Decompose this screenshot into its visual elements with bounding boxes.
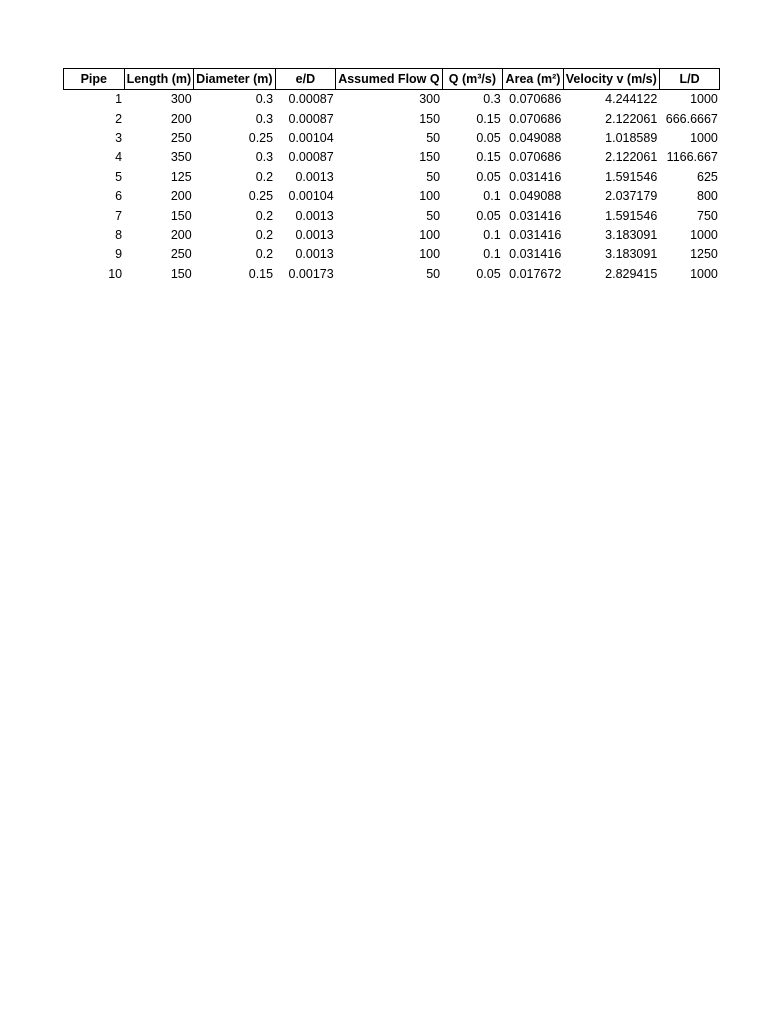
cell-assumed-flow[interactable]: 50 [426, 208, 441, 223]
cell-pipe[interactable]: 4 [115, 150, 123, 165]
cell-diameter[interactable]: 0.3 [255, 150, 274, 165]
cell-velocity[interactable]: 2.122061 [605, 111, 658, 126]
table-body [64, 90, 720, 284]
cell-length[interactable]: 200 [170, 111, 192, 126]
cell-relative-roughness[interactable]: 0.00104 [288, 130, 334, 145]
cell-flow-rate[interactable]: 0.15 [476, 111, 501, 126]
cell-length[interactable]: 300 [170, 92, 192, 107]
header-area[interactable]: Area (m²) [503, 69, 564, 90]
table-row [64, 168, 720, 187]
cell-length[interactable]: 150 [170, 208, 192, 223]
cell-velocity[interactable]: 2.037179 [605, 189, 658, 204]
cell-length-diameter-ratio[interactable]: 625 [697, 169, 718, 184]
cell-flow-rate[interactable]: 0.3 [483, 92, 501, 107]
cell-pipe[interactable]: 1 [115, 92, 123, 107]
cell-diameter[interactable]: 0.2 [255, 227, 274, 242]
cell-length[interactable]: 125 [170, 169, 192, 184]
table-row [64, 206, 720, 225]
cell-relative-roughness[interactable]: 0.00173 [288, 266, 334, 281]
cell-length-diameter-ratio[interactable]: 750 [697, 208, 718, 223]
cell-assumed-flow[interactable]: 100 [419, 227, 441, 242]
header-relative-roughness[interactable]: e/D [275, 69, 336, 90]
cell-assumed-flow[interactable]: 50 [426, 169, 441, 184]
cell-length[interactable]: 200 [170, 227, 192, 242]
cell-flow-rate[interactable]: 0.05 [476, 266, 501, 281]
cell-area[interactable]: 0.017672 [509, 266, 562, 281]
header-flow-rate[interactable]: Q (m³/s) [442, 69, 503, 90]
cell-length-diameter-ratio[interactable]: 800 [697, 189, 718, 204]
cell-pipe[interactable]: 7 [115, 208, 123, 223]
cell-length-diameter-ratio[interactable]: 666.6667 [665, 111, 718, 126]
cell-assumed-flow[interactable]: 50 [426, 266, 441, 281]
cell-assumed-flow[interactable]: 50 [426, 130, 441, 145]
cell-diameter[interactable]: 0.2 [255, 169, 274, 184]
header-length[interactable]: Length (m) [124, 69, 194, 90]
cell-flow-rate[interactable]: 0.1 [483, 189, 501, 204]
cell-pipe[interactable]: 10 [108, 266, 123, 281]
cell-relative-roughness[interactable]: 0.00087 [288, 111, 334, 126]
cell-velocity[interactable]: 3.183091 [605, 247, 658, 262]
cell-diameter[interactable]: 0.25 [248, 130, 274, 145]
cell-area[interactable]: 0.049088 [509, 130, 562, 145]
cell-flow-rate[interactable]: 0.1 [483, 247, 501, 262]
cell-relative-roughness[interactable]: 0.00087 [288, 92, 334, 107]
cell-velocity[interactable]: 1.591546 [605, 208, 658, 223]
cell-relative-roughness[interactable]: 0.0013 [295, 247, 334, 262]
cell-velocity[interactable]: 3.183091 [605, 227, 658, 242]
header-pipe[interactable]: Pipe [64, 69, 125, 90]
cell-length[interactable]: 200 [170, 189, 192, 204]
cell-length-diameter-ratio[interactable]: 1166.667 [666, 150, 718, 165]
cell-velocity[interactable]: 1.591546 [605, 169, 658, 184]
table-row [64, 109, 720, 128]
cell-length[interactable]: 250 [170, 247, 192, 262]
header-length-diameter-ratio[interactable]: L/D [659, 69, 720, 90]
cell-diameter[interactable]: 0.25 [248, 189, 274, 204]
cell-pipe[interactable]: 3 [115, 130, 123, 145]
cell-diameter[interactable]: 0.2 [255, 247, 274, 262]
cell-diameter[interactable]: 0.3 [255, 111, 274, 126]
cell-flow-rate[interactable]: 0.05 [476, 169, 501, 184]
table-row [64, 245, 720, 264]
table-row [64, 226, 720, 245]
cell-diameter[interactable]: 0.3 [255, 92, 274, 107]
cell-diameter[interactable]: 0.2 [255, 208, 274, 223]
cell-flow-rate[interactable]: 0.05 [476, 130, 501, 145]
cell-relative-roughness[interactable]: 0.0013 [295, 169, 334, 184]
cell-length[interactable]: 350 [170, 150, 192, 165]
cell-area[interactable]: 0.031416 [509, 247, 562, 262]
cell-velocity[interactable]: 2.829415 [605, 266, 658, 281]
cell-area[interactable]: 0.031416 [509, 227, 562, 242]
cell-area[interactable]: 0.070686 [509, 111, 562, 126]
cell-velocity[interactable]: 2.122061 [605, 150, 658, 165]
cell-diameter[interactable]: 0.15 [248, 266, 274, 281]
cell-area[interactable]: 0.031416 [509, 169, 562, 184]
cell-assumed-flow[interactable]: 300 [419, 92, 441, 107]
cell-length-diameter-ratio[interactable]: 1000 [690, 266, 718, 281]
cell-area[interactable]: 0.070686 [509, 150, 562, 165]
cell-length-diameter-ratio[interactable]: 1000 [690, 130, 718, 145]
header-velocity[interactable]: Velocity v (m/s) [563, 69, 659, 90]
cell-relative-roughness[interactable]: 0.0013 [295, 227, 334, 242]
cell-pipe[interactable]: 2 [115, 111, 123, 126]
cell-length-diameter-ratio[interactable]: 1250 [690, 247, 718, 262]
table-row [64, 265, 720, 284]
cell-assumed-flow[interactable]: 100 [419, 189, 441, 204]
header-assumed-flow[interactable]: Assumed Flow Q [336, 69, 442, 90]
cell-pipe[interactable]: 6 [115, 189, 123, 204]
table-row [64, 90, 720, 110]
table-row [64, 148, 720, 167]
cell-length[interactable]: 250 [170, 130, 192, 145]
cell-area[interactable]: 0.070686 [509, 92, 562, 107]
cell-length[interactable]: 150 [170, 266, 192, 281]
table-row [64, 129, 720, 148]
cell-flow-rate[interactable]: 0.05 [476, 208, 501, 223]
cell-length-diameter-ratio[interactable]: 1000 [690, 92, 718, 107]
cell-velocity[interactable]: 1.018589 [605, 130, 658, 145]
header-row [64, 69, 720, 90]
cell-velocity[interactable]: 4.244122 [605, 92, 658, 107]
cell-area[interactable]: 0.031416 [509, 208, 562, 223]
cell-pipe[interactable]: 9 [115, 247, 123, 262]
table-row [64, 187, 720, 206]
cell-relative-roughness[interactable]: 0.0013 [295, 208, 334, 223]
header-diameter[interactable]: Diameter (m) [194, 69, 275, 90]
cell-length-diameter-ratio[interactable]: 1000 [690, 227, 718, 242]
cell-relative-roughness[interactable]: 0.00104 [288, 189, 334, 204]
cell-flow-rate[interactable]: 0.1 [483, 227, 501, 242]
cell-assumed-flow[interactable]: 100 [419, 247, 441, 262]
cell-assumed-flow[interactable]: 150 [419, 150, 441, 165]
cell-pipe[interactable]: 5 [115, 169, 123, 184]
cell-flow-rate[interactable]: 0.15 [476, 150, 501, 165]
pipe-data-table [63, 68, 720, 284]
cell-relative-roughness[interactable]: 0.00087 [288, 150, 334, 165]
cell-assumed-flow[interactable]: 150 [419, 111, 441, 126]
cell-area[interactable]: 0.049088 [509, 189, 562, 204]
cell-pipe[interactable]: 8 [115, 227, 123, 242]
